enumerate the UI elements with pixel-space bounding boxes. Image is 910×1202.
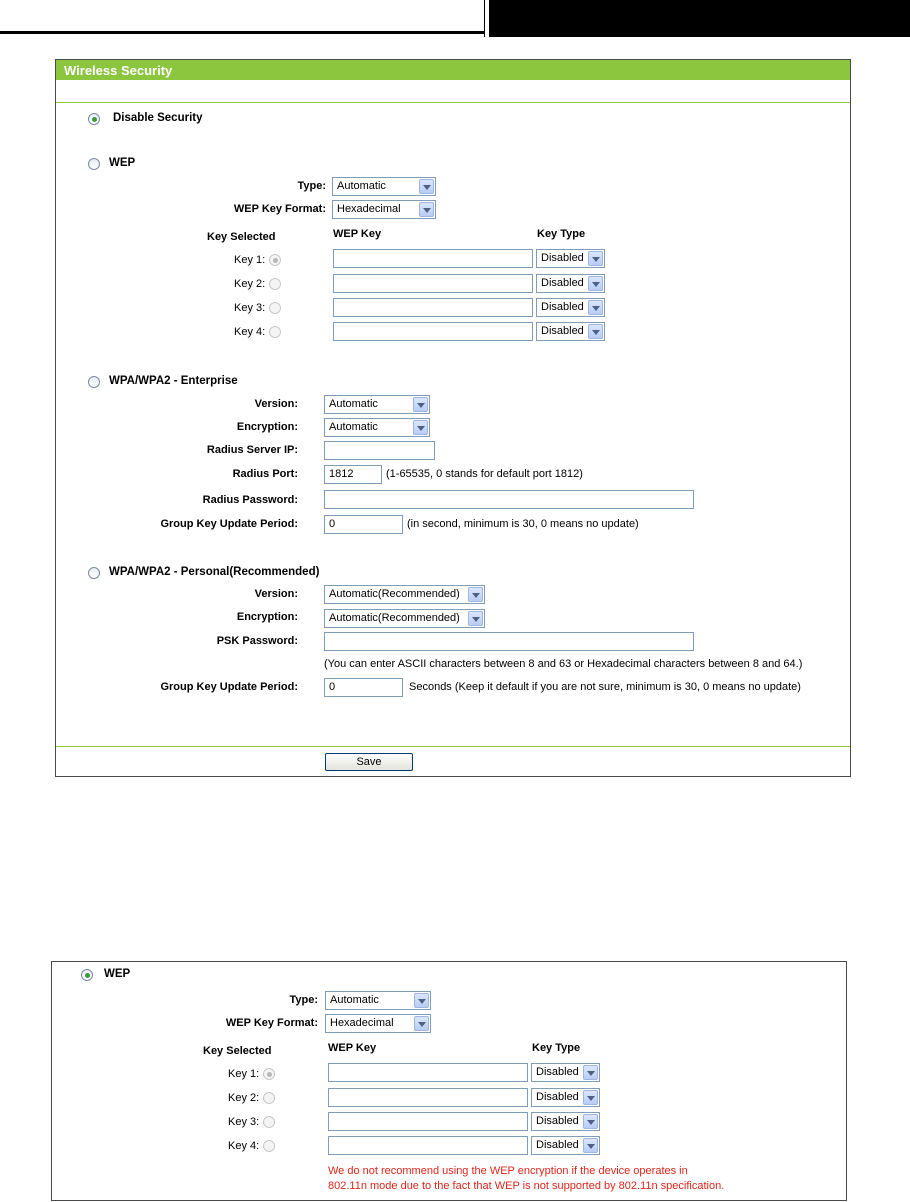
key-3-label: Key 3: <box>234 302 266 314</box>
enterprise-encryption-label: Encryption: <box>236 421 298 433</box>
psk-password-input[interactable] <box>324 632 694 651</box>
key-3-type-value: Disabled <box>541 301 584 313</box>
chevron-down-icon <box>588 276 603 291</box>
wep2-key-4-input[interactable] <box>328 1136 528 1155</box>
wep2-key-1-input[interactable] <box>328 1063 528 1082</box>
chevron-down-icon <box>419 202 434 217</box>
wep2-key-1-label: Key 1: <box>228 1068 260 1080</box>
wep-radio-selected[interactable] <box>81 969 93 981</box>
key-type-header: Key Type <box>537 228 586 240</box>
wep2-key-3-radio[interactable] <box>263 1116 275 1128</box>
key-2-type-select[interactable] <box>536 274 605 293</box>
key-1-type-value: Disabled <box>541 252 584 264</box>
radius-password-input[interactable] <box>324 490 694 509</box>
key-1-type-select[interactable] <box>536 249 605 268</box>
wep2-key-2-type-value: Disabled <box>536 1091 579 1103</box>
enterprise-group-key-label: Group Key Update Period: <box>160 518 298 530</box>
wep2-key-3-type-select[interactable] <box>531 1112 600 1131</box>
chevron-down-icon <box>468 587 483 602</box>
wep2-key-selected-header: Key Selected <box>203 1045 272 1057</box>
save-button[interactable]: Save <box>325 753 413 771</box>
wireless-security-panel <box>55 59 851 777</box>
psk-password-label: PSK Password: <box>216 635 298 647</box>
key-1-radio[interactable] <box>269 254 281 266</box>
personal-version-label: Version: <box>254 588 298 600</box>
key-4-radio[interactable] <box>269 326 281 338</box>
chevron-down-icon <box>583 1114 598 1129</box>
wep2-key-4-type-select[interactable] <box>531 1136 600 1155</box>
wep-key-format-label: WEP Key Format: <box>233 203 326 215</box>
wep-radio[interactable] <box>88 158 100 170</box>
psk-password-hint: (You can enter ASCII characters between 8 and 63 or Hexadecimal characters between 8 and 64.) <box>324 658 803 670</box>
radius-port-input[interactable]: 1812 <box>324 465 382 484</box>
wep-type-label: Type: <box>297 180 326 192</box>
chevron-down-icon <box>414 1016 429 1031</box>
wep2-key-3-type-value: Disabled <box>536 1115 579 1127</box>
chevron-down-icon <box>588 324 603 339</box>
wep2-type-value: Automatic <box>330 994 379 1006</box>
enterprise-encryption-value: Automatic <box>329 421 378 433</box>
wep2-key-4-type-value: Disabled <box>536 1139 579 1151</box>
chevron-down-icon <box>583 1065 598 1080</box>
wep-type-select[interactable] <box>332 177 436 196</box>
enterprise-radio[interactable] <box>88 376 100 388</box>
enterprise-version-label: Version: <box>254 398 298 410</box>
wep2-key-1-type-select[interactable] <box>531 1063 600 1082</box>
wep2-type-label: Type: <box>289 994 318 1006</box>
wep2-key-format-label: WEP Key Format: <box>225 1017 318 1029</box>
key-2-radio[interactable] <box>269 278 281 290</box>
chevron-down-icon <box>414 993 429 1008</box>
chevron-down-icon <box>419 179 434 194</box>
key-4-input[interactable] <box>333 322 533 341</box>
wep2-key-2-input[interactable] <box>328 1088 528 1107</box>
wep-warning-line-1: We do not recommend using the WEP encryption if the device operates in <box>328 1165 688 1177</box>
wep2-key-format-select[interactable] <box>325 1014 431 1033</box>
chevron-down-icon <box>583 1090 598 1105</box>
key-selected-header: Key Selected <box>207 231 276 243</box>
enterprise-label: WPA/WPA2 - Enterprise <box>109 375 238 387</box>
chevron-down-icon <box>588 300 603 315</box>
wep-label: WEP <box>109 157 136 169</box>
wep-type-value: Automatic <box>337 180 386 192</box>
wep2-wep-key-header: WEP Key <box>328 1042 377 1054</box>
wep2-key-2-type-select[interactable] <box>531 1088 600 1107</box>
personal-group-key-label: Group Key Update Period: <box>160 681 298 693</box>
document-header-bar <box>489 0 910 37</box>
chevron-down-icon <box>588 251 603 266</box>
personal-version-select[interactable] <box>324 585 485 604</box>
chevron-down-icon <box>413 420 428 435</box>
disable-security-label: Disable Security <box>113 112 203 124</box>
key-2-input[interactable] <box>333 274 533 293</box>
enterprise-group-key-hint: (in second, minimum is 30, 0 means no update) <box>407 518 639 530</box>
enterprise-version-select[interactable] <box>324 395 430 414</box>
key-2-type-value: Disabled <box>541 277 584 289</box>
wep-key-format-select[interactable] <box>332 200 436 219</box>
key-3-type-select[interactable] <box>536 298 605 317</box>
wep2-key-1-radio[interactable] <box>263 1068 275 1080</box>
wep-selected-panel <box>51 961 847 1201</box>
wep-label-selected: WEP <box>104 968 131 980</box>
enterprise-group-key-input[interactable]: 0 <box>324 515 403 534</box>
personal-group-key-hint: Seconds (Keep it default if you are not sure, minimum is 30, 0 means no update) <box>409 681 801 693</box>
wep2-key-2-label: Key 2: <box>228 1092 260 1104</box>
key-4-type-select[interactable] <box>536 322 605 341</box>
key-4-type-value: Disabled <box>541 325 584 337</box>
wep2-key-3-label: Key 3: <box>228 1116 260 1128</box>
chevron-down-icon <box>583 1138 598 1153</box>
personal-radio[interactable] <box>88 567 100 579</box>
wep2-key-4-label: Key 4: <box>228 1140 260 1152</box>
wep2-key-format-value: Hexadecimal <box>330 1017 394 1029</box>
personal-encryption-label: Encryption: <box>236 611 298 623</box>
key-1-label: Key 1: <box>234 254 266 266</box>
personal-encryption-value: Automatic(Recommended) <box>329 612 460 624</box>
key-3-radio[interactable] <box>269 302 281 314</box>
wep2-key-4-radio[interactable] <box>263 1140 275 1152</box>
panel-title: Wireless Security <box>56 60 850 80</box>
title-divider <box>56 102 850 103</box>
wep2-key-type-header: Key Type <box>532 1042 581 1054</box>
enterprise-version-value: Automatic <box>329 398 378 410</box>
wep-key-format-value: Hexadecimal <box>337 203 401 215</box>
radius-port-label: Radius Port: <box>232 468 298 480</box>
wep2-key-2-radio[interactable] <box>263 1092 275 1104</box>
wep2-key-3-input[interactable] <box>328 1112 528 1131</box>
wep2-key-1-type-value: Disabled <box>536 1066 579 1078</box>
personal-version-value: Automatic(Recommended) <box>329 588 460 600</box>
personal-label: WPA/WPA2 - Personal(Recommended) <box>109 566 320 578</box>
radius-port-hint: (1-65535, 0 stands for default port 1812) <box>386 468 583 480</box>
key-2-label: Key 2: <box>234 278 266 290</box>
personal-encryption-select[interactable] <box>324 609 485 628</box>
key-1-input[interactable] <box>333 249 533 268</box>
key-3-input[interactable] <box>333 298 533 317</box>
radius-server-ip-input[interactable] <box>324 441 435 460</box>
footer-divider <box>56 746 850 747</box>
key-4-label: Key 4: <box>234 326 266 338</box>
wep2-type-select[interactable] <box>325 991 431 1010</box>
wep-warning-line-2: 802.11n mode due to the fact that WEP is not supported by 802.11n specification. <box>328 1180 725 1192</box>
enterprise-encryption-select[interactable] <box>324 418 430 437</box>
personal-group-key-input[interactable]: 0 <box>324 678 403 697</box>
disable-security-radio[interactable] <box>88 113 100 125</box>
radius-server-ip-label: Radius Server IP: <box>206 444 298 456</box>
chevron-down-icon <box>468 611 483 626</box>
chevron-down-icon <box>413 397 428 412</box>
wep-key-header: WEP Key <box>333 228 382 240</box>
document-header-left <box>0 0 484 34</box>
radius-password-label: Radius Password: <box>202 494 298 506</box>
